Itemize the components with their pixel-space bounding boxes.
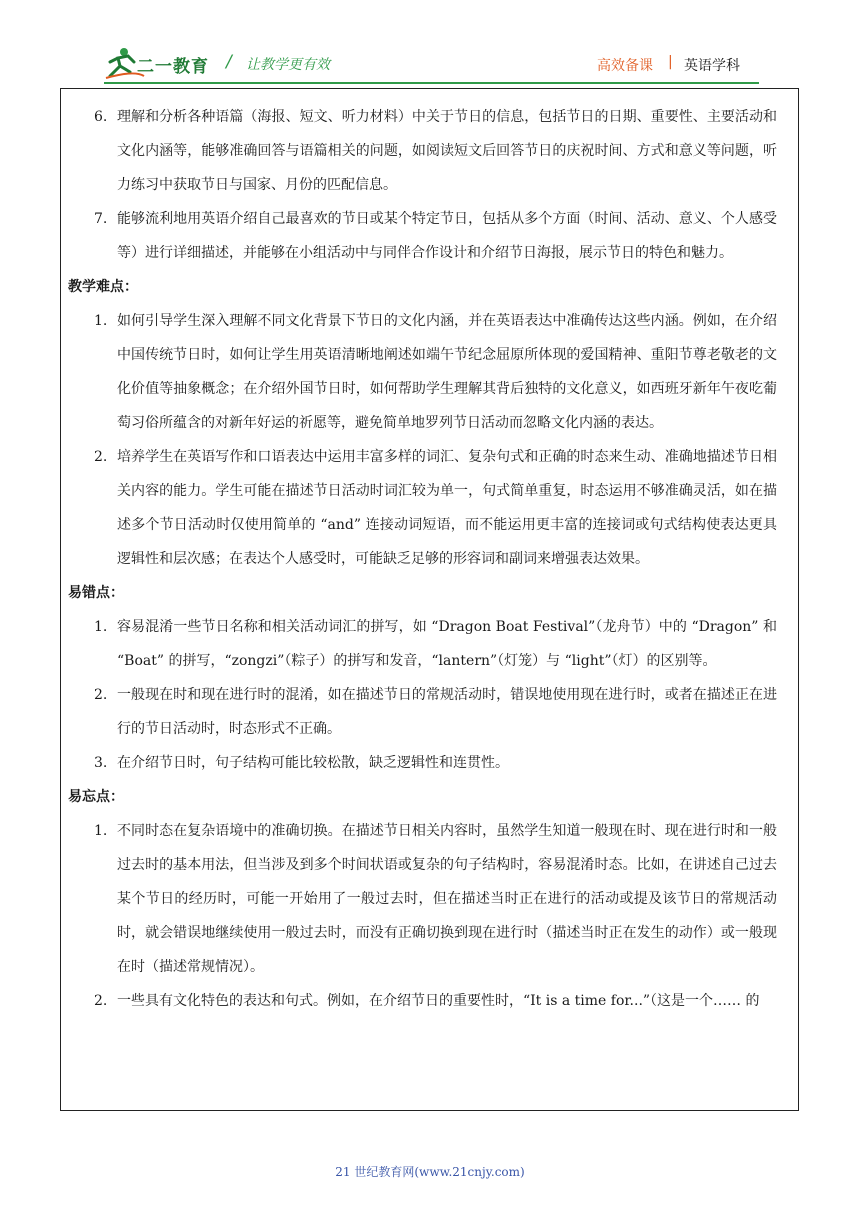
error-points-heading: 易错点： (68, 585, 124, 601)
error-item-1 (60, 610, 799, 678)
forgettable-item-1 (60, 814, 799, 984)
forgettable-item-2 (60, 984, 799, 1018)
item-text: 能够流利地用英语介绍自己最喜欢的节日或某个特定节日，包括从多个方面（时间、活动、意义、个人感受等）进行详细描述，并能够在小组活动中与同伴合作设计和介绍节日海报，展示节日的特色和魅力。 (117, 211, 777, 261)
item-text: 容易混淆一些节日名称和相关活动词汇的拼写，如 “Dragon Boat Festival”（龙舟节）中的 “Dragon” 和 “Boat” 的拼写，“zongzi”（粽子）的拼写和发音，“lantern”（灯笼）与 “light”（灯）的区别等。 (117, 619, 777, 669)
objective-item-7 (60, 202, 799, 270)
item-text: 培养学生在英语写作和口语表达中运用丰富多样的词汇、复杂句式和正确的时态来生动、准确地描述节日相关内容的能力。学生可能在描述节日活动时词汇较为单一，句式简单重复，时态运用不够准确灵活，如在描述多个节日活动时仅使用简单的 “and” 连接动词短语，而不能运用更丰富的连接词或句式结构使表达更具逻辑性和层次感；在表达个人感受时，可能缺乏足够的形容词和副词来增强表达效果。 (117, 449, 777, 567)
item-number: 7. (94, 211, 108, 227)
item-number: 1. (94, 823, 108, 839)
document-content (60, 100, 799, 1018)
item-number: 3. (94, 755, 108, 771)
forgettable-points-heading: 易忘点： (68, 789, 124, 805)
item-text: 一般现在时和现在进行时的混淆，如在描述节日的常规活动时，错误地使用现在进行时，或者在描述正在进行的节日活动时，时态形式不正确。 (117, 687, 777, 737)
item-text: 在介绍节日时，句子结构可能比较松散，缺乏逻辑性和连贯性。 (117, 755, 509, 771)
brand-logo-text: 二一教育 (137, 57, 209, 77)
item-number: 2. (94, 993, 108, 1009)
item-number: 1. (94, 313, 108, 329)
item-number: 2. (94, 687, 108, 703)
difficult-points-heading: 教学难点： (68, 279, 138, 295)
header-divider (104, 82, 759, 84)
header-separator: | (668, 54, 673, 70)
error-item-2 (60, 678, 799, 746)
item-text: 理解和分析各种语篇（海报、短文、听力材料）中关于节日的信息，包括节日的日期、重要性、主要活动和文化内涵等，能够准确回答与语篇相关的问题，如阅读短文后回答节日的庆祝时间、方式和意义等问题，听力练习中获取节日与国家、月份的匹配信息。 (117, 109, 777, 193)
error-item-3 (60, 746, 799, 780)
item-number: 6. (94, 109, 108, 125)
item-number: 1. (94, 619, 108, 635)
difficult-item-2 (60, 440, 799, 576)
item-text: 一些具有文化特色的表达和句式。例如，在介绍节日的重要性时，“It is a time for...”（这是一个…… 的 (117, 993, 760, 1009)
page-header (0, 0, 860, 90)
item-number: 2. (94, 449, 108, 465)
header-slash: / (226, 52, 232, 72)
objective-item-6 (60, 100, 799, 202)
item-text: 如何引导学生深入理解不同文化背景下节日的文化内涵，并在英语表达中准确传达这些内涵。例如，在介绍中国传统节日时，如何让学生用英语清晰地阐述如端午节纪念屈原所体现的爱国精神、重阳节尊老敬老的文化价值等抽象概念；在介绍外国节日时，如何帮助学生理解其背后独特的文化意义，如西班牙新年午夜吃葡萄习俗所蕴含的对新年好运的祈愿等，避免简单地罗列节日活动而忽略文化内涵的表达。 (117, 313, 777, 431)
difficult-item-1 (60, 304, 799, 440)
header-brand: 高效备课 (597, 58, 653, 74)
header-slogan: 让教学更有效 (246, 57, 330, 73)
page-footer[interactable]: 21 世纪教育网(www.21cnjy.com) (335, 1165, 525, 1179)
header-subject: 英语学科 (684, 58, 740, 74)
item-text: 不同时态在复杂语境中的准确切换。在描述节日相关内容时，虽然学生知道一般现在时、现在进行时和一般过去时的基本用法，但当涉及到多个时间状语或复杂的句子结构时，容易混淆时态。比如，在讲述自己过去某个节日的经历时，可能一开始用了一般过去时，但在描述当时正在进行的活动或提及该节日的常规活动时，就会错误地继续使用一般过去时，而没有正确切换到现在进行时（描述当时正在发生的动作）或一般现在时（描述常规情况）。 (117, 823, 777, 975)
